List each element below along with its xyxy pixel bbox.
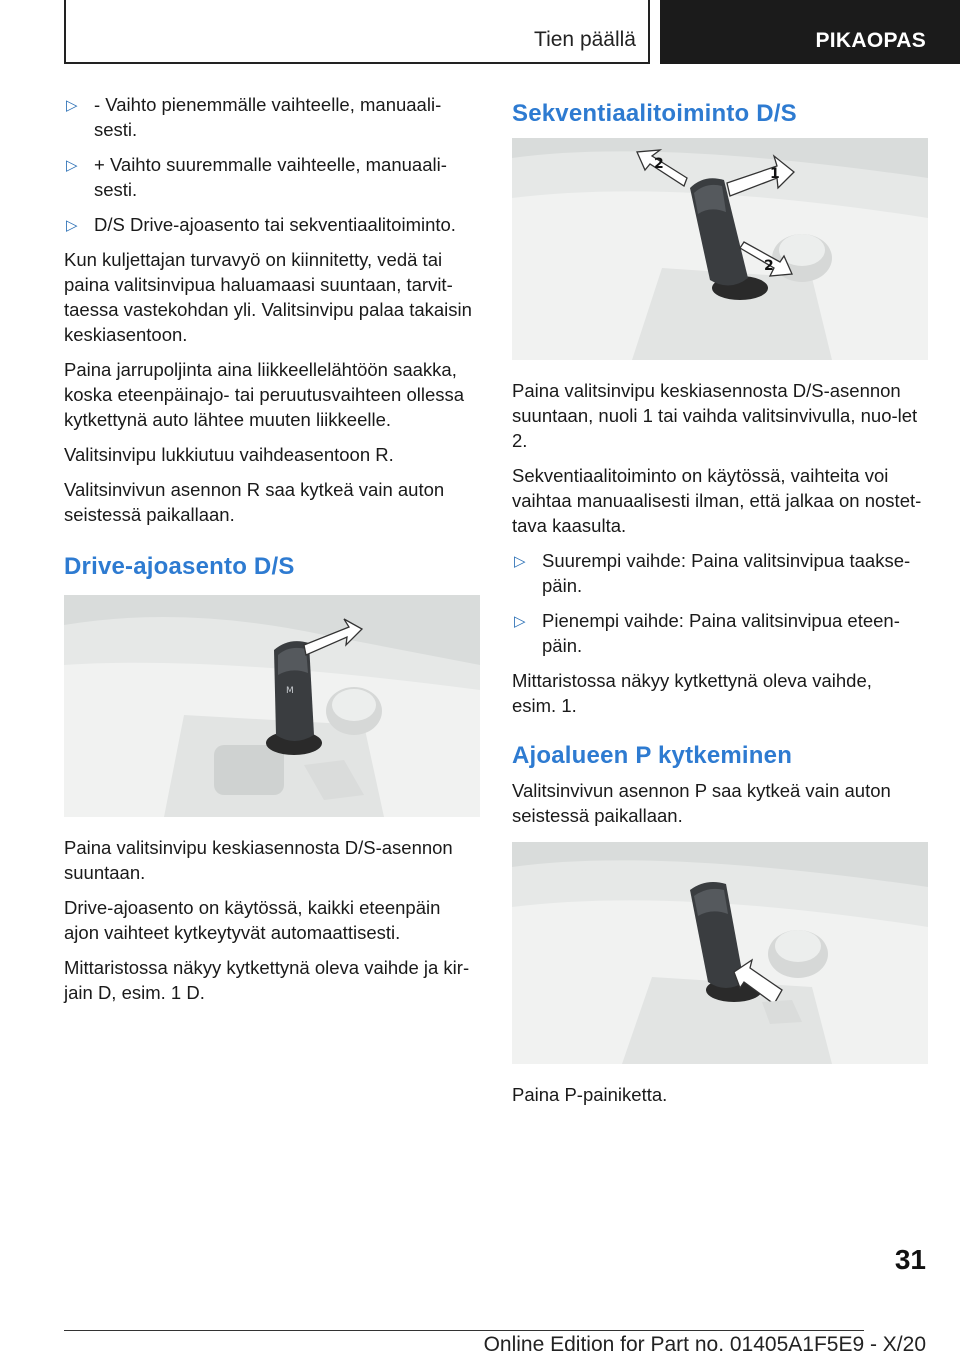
list-item-text: Pienempi vaihde: Paina valitsinvipua eteen- päin.	[542, 610, 900, 656]
paragraph: Paina valitsinvipu keskiasennosta D/S-asennon suuntaan.	[64, 837, 453, 883]
list-item	[64, 92, 480, 142]
list-item	[512, 548, 928, 598]
section-heading: Ajoalueen P kytkeminen	[512, 742, 793, 769]
running-header-badge: PIKAOPAS	[815, 29, 926, 52]
paragraph: Drive-ajoasento on käytössä, kaikki eteenpäin ajon vaihteet kytkeytyvät automaattisesti.	[64, 897, 441, 943]
list-item-text: + Vaihto suuremmalle vaihteelle, manuaali- sesti.	[94, 154, 447, 200]
gear-selector-illustration-park	[512, 842, 928, 1064]
list-item	[512, 608, 928, 658]
triangle-bullet-icon: ▷	[66, 97, 78, 114]
list-item-text: Suurempi vaihde: Paina valitsinvipua taakse- päin.	[542, 550, 911, 596]
footer-edition: Online Edition for Part no. 01405A1F5E9 - X/20	[483, 1333, 926, 1356]
paragraph: Kun kuljettajan turvavyö on kiinnitetty, vedä tai paina valitsinvipua haluamaasi suuntaan, tarvit-taessa vastekohdan yli. Valitsinvipu palaa takaisin keskiasentoon.	[64, 249, 472, 345]
triangle-bullet-icon: ▷	[514, 553, 526, 570]
list-item	[64, 152, 480, 202]
paragraph: Sekventiaalitoiminto on käytössä, vaihteita voi vaihtaa manuaalisesti ilman, että jalkaa on nostet-tava kaasulta.	[512, 465, 922, 536]
gear-selector-illustration-drive	[64, 595, 480, 817]
paragraph: Mittaristossa näkyy kytkettynä oleva vaihde, esim. 1.	[512, 670, 872, 716]
gear-selector-drawing	[64, 595, 480, 817]
paragraph: Paina jarrupoljinta aina liikkeellelähtöön saakka, koska eteenpäinajo- tai peruutusvaihteen ollessa kytkettynä auto lähtee muuten liikkeelle.	[64, 359, 465, 430]
section-heading: Sekventiaalitoiminto D/S	[512, 100, 797, 127]
arrow-label-2-bottom: 2	[764, 258, 774, 274]
running-header-box	[64, 0, 650, 64]
gear-selector-illustration-sequential	[512, 138, 928, 360]
left-column	[64, 92, 480, 1015]
triangle-bullet-icon: ▷	[514, 613, 526, 630]
gear-selector-drawing	[512, 138, 928, 360]
right-column	[512, 100, 928, 1117]
running-header-section: Tien päällä	[534, 28, 636, 51]
paragraph: Paina valitsinvipu keskiasennosta D/S-asennon suuntaan, nuoli 1 tai vaihda valitsinvivulla, nuo-let 2.	[512, 380, 918, 451]
section-heading: Drive-ajoasento D/S	[64, 553, 295, 580]
paragraph: Valitsinvivun asennon P saa kytkeä vain auton seistessä paikallaan.	[512, 780, 891, 826]
gear-selector-drawing	[512, 842, 928, 1064]
list-item	[64, 212, 480, 237]
paragraph: Valitsinvivun asennon R saa kytkeä vain auton seistessä paikallaan.	[64, 479, 445, 525]
triangle-bullet-icon: ▷	[66, 217, 78, 234]
running-header-badge-box	[660, 0, 960, 64]
page-number: 31	[894, 1244, 926, 1275]
list-item-text: D/S Drive-ajoasento tai sekventiaalitoiminto.	[94, 214, 456, 235]
triangle-bullet-icon: ▷	[66, 157, 78, 174]
list-item-text: - Vaihto pienemmälle vaihteelle, manuaali- sesti.	[94, 94, 442, 140]
footer-divider	[64, 1330, 864, 1331]
arrow-label-2-top: 2	[654, 156, 664, 172]
arrow-label-1: 1	[770, 166, 780, 182]
paragraph: Paina P-painiketta.	[512, 1084, 668, 1105]
svg-text:M: M	[286, 686, 294, 696]
paragraph: Mittaristossa näkyy kytkettynä oleva vaihde ja kir-jain D, esim. 1 D.	[64, 957, 470, 1003]
paragraph: Valitsinvipu lukkiutuu vaihdeasentoon R.	[64, 444, 394, 465]
